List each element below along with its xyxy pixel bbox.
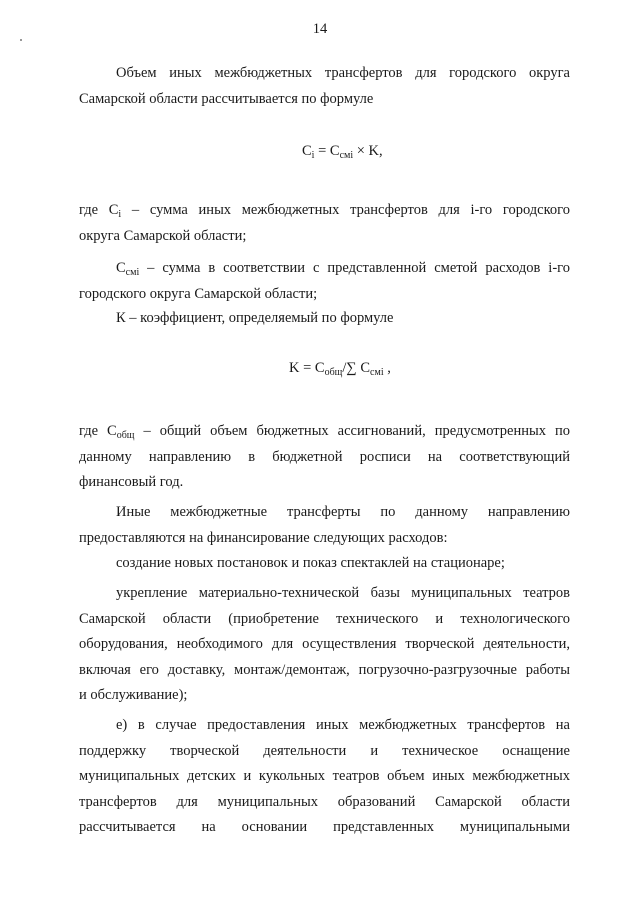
formula-symbol: C	[302, 143, 312, 159]
text-fragment: где C	[79, 423, 117, 439]
formula-subscript: смi	[370, 367, 384, 378]
formula-subscript: общ	[324, 367, 343, 378]
text-line: трансфертов для муниципальных образований Самарской области	[79, 793, 570, 810]
text-line: К – коэффициент, определяемый по формуле	[116, 310, 394, 326]
subscript: общ	[116, 430, 135, 441]
paragraph-transfers	[79, 500, 570, 551]
text-line: городского округа Самарской области;	[79, 285, 318, 302]
paragraph-material-base	[79, 581, 570, 709]
text-line	[79, 198, 570, 224]
paragraph-intro	[79, 61, 570, 112]
formula-operator: /∑ C	[342, 360, 371, 376]
text-line: поддержку творческой деятельности и техническое оснащение	[79, 742, 570, 759]
page-number: 14	[312, 21, 328, 37]
paragraph-item-e	[79, 713, 570, 841]
formula-subscript: i	[311, 150, 315, 161]
text-line	[79, 256, 570, 282]
paragraph-cobsh-definition	[79, 419, 570, 496]
text-fragment: где C	[79, 202, 119, 218]
text-fragment: – общий объем бюджетных ассигнований, предусмотренных по	[134, 423, 570, 439]
paragraph-k-definition	[79, 306, 570, 332]
text-line: включая его доставку, монтаж/демонтаж, погрузочно-разгрузочные работы	[79, 661, 570, 678]
text-line	[79, 419, 570, 445]
text-line: создание новых постановок и показ спектаклей на стационаре;	[116, 555, 505, 571]
text-line: е) в случае предоставления иных межбюджетных трансфертов на	[116, 717, 570, 733]
formula-symbol: C	[329, 143, 340, 159]
formula-ci	[0, 143, 640, 160]
formula-tail: × K,	[353, 143, 383, 159]
scan-speck	[20, 39, 22, 41]
text-line: и обслуживание);	[79, 687, 188, 703]
text-line: Самарской области (приобретение технического и технологического	[79, 610, 570, 627]
text-line: укрепление материально-технической базы муниципальных театров	[116, 585, 570, 601]
text-fragment: – сумма в соответствии с представленной сметой расходов i-го	[139, 260, 570, 276]
text-line: предоставляются на финансирование следующих расходов:	[79, 529, 448, 546]
subscript: смi	[125, 267, 140, 278]
formula-operator: =	[314, 143, 330, 159]
formula-tail: ,	[383, 360, 391, 376]
text-line: округа Самарской области;	[79, 227, 247, 244]
paragraph-new-productions	[79, 551, 570, 577]
text-line: финансовый год.	[79, 474, 184, 490]
text-line: данному направлению в бюджетной росписи на соответствующий	[79, 448, 570, 465]
text-fragment: – сумма иных межбюджетных трансфертов для i-го городского	[121, 202, 571, 218]
text-line: Иные межбюджетные трансферты по данному направлению	[116, 504, 570, 520]
formula-subscript: смi	[339, 150, 354, 161]
text-fragment: C	[116, 260, 126, 276]
text-line: оборудования, необходимого для осуществления творческой деятельности,	[79, 636, 570, 652]
formula-k	[0, 360, 640, 377]
paragraph-ci-definition	[79, 198, 570, 249]
text-line: Самарской области рассчитывается по формуле	[79, 90, 374, 107]
text-line: муниципальных детских и кукольных театров объем иных межбюджетных	[79, 768, 570, 784]
text-line: рассчитывается на основании представленных муниципальными	[79, 819, 570, 835]
paragraph-csmi-definition	[79, 256, 570, 307]
text-line: Объем иных межбюджетных трансфертов для городского округа	[116, 65, 570, 81]
formula-symbol: K = C	[289, 360, 325, 376]
subscript: i	[118, 209, 122, 220]
